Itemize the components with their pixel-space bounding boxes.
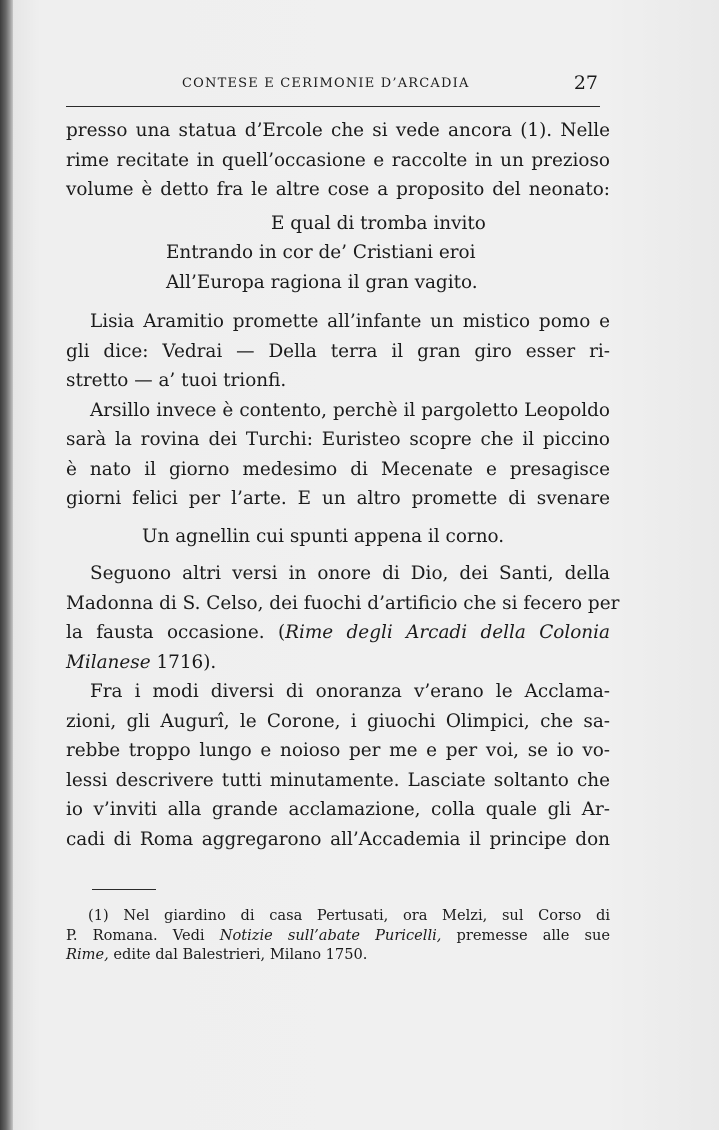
- text-line: Seguono altri versi in onore di Dio, dei Santi, della: [90, 563, 610, 584]
- text-line: sarà la rovina dei Turchi: Euristeo scopre che il piccino: [66, 429, 610, 450]
- text-line: presso una statua d’Ercole che si vede ancora (1). Nelle: [66, 120, 610, 141]
- body-text: [66, 116, 620, 854]
- book-spine-shadow: [0, 0, 13, 1130]
- paragraph-2: [66, 307, 610, 396]
- text-line: rebbe troppo lungo e noioso per me e per voi, se io vo-: [66, 740, 610, 761]
- text-line: cadi di Roma aggregarono all’Accademia il principe don: [66, 828, 610, 850]
- footnote-line: [66, 945, 610, 965]
- title-italic: Rime,: [66, 946, 109, 963]
- paragraph-4: [66, 559, 620, 677]
- text-line: Fra i modi diversi di onoranza v’erano le Acclama-: [90, 681, 610, 702]
- text-line: è nato il giorno medesimo di Mecenate e presagisce: [66, 458, 610, 480]
- text-line: volume è detto fra le altre cose a proposito del neonato:: [66, 179, 610, 200]
- text-line: giorni felici per l’arte. E un altro promette di svenare: [66, 488, 610, 509]
- text-fragment: premesse alle sue: [441, 926, 610, 944]
- text-line: rime recitate in quell’occasione e raccolte in un prezioso: [66, 149, 610, 171]
- verse-line-single: Un agnellin cui spunti appena il corno.: [142, 525, 505, 547]
- page-number: 27: [573, 72, 598, 94]
- running-title: CONTESE E CERIMONIE D’ARCADIA: [182, 76, 470, 91]
- title-italic: Notizie sull’abate Puricelli,: [219, 926, 442, 944]
- text-fragment: 1716).: [150, 651, 217, 673]
- text-line: zioni, gli Augurî, le Corone, i giuochi Olimpici, che sa-: [66, 710, 610, 732]
- verse-block-1: [66, 209, 610, 298]
- header-rule: [66, 106, 600, 107]
- footnote-line: [66, 926, 610, 946]
- text-line: io v’inviti alla grande acclamazione, colla quale gli Ar-: [66, 799, 610, 820]
- text-fragment: P. Romana. Vedi: [66, 926, 220, 944]
- text-line: Lisia Aramitio promette all’infante un mistico pomo e: [90, 311, 610, 332]
- paragraph-3: [66, 396, 610, 514]
- verse-line: All’Europa ragiona il gran vagito.: [166, 271, 478, 293]
- paragraph-5: [66, 677, 610, 854]
- footnote: [66, 906, 610, 965]
- text-line: lessi descrivere tutti minutamente. Lasciate soltanto che: [66, 769, 610, 791]
- text-line: Madonna di S. Celso, dei fuochi d’artificio che si fecero per: [66, 592, 620, 614]
- footnote-rule: [92, 889, 156, 890]
- footnote-line: (1) Nel giardino di casa Pertusati, ora Melzi, sul Corso di: [88, 907, 610, 924]
- text-line: gli dice: Vedrai — Della terra il gran giro esser ri-: [66, 340, 610, 362]
- text-line: Arsillo invece è contento, perchè il pargoletto Leopoldo: [90, 399, 610, 421]
- book-title-italic: Rime degli Arcadi della Colonia: [285, 622, 610, 643]
- book-title-italic: Milanese: [66, 651, 151, 673]
- paragraph-1: [66, 116, 610, 205]
- verse-line: Entrando in cor de’ Cristiani eroi: [166, 242, 476, 263]
- page-header: [66, 70, 600, 100]
- text-line: [66, 648, 610, 678]
- verse-line: E qual di tromba invito: [271, 212, 486, 234]
- text-fragment: edite dal Balestrieri, Milano 1750.: [108, 946, 368, 963]
- text-line: [66, 618, 610, 648]
- text-fragment: la fausta occasione. (: [66, 622, 286, 643]
- text-line: stretto — a’ tuoi trionfi.: [66, 370, 287, 391]
